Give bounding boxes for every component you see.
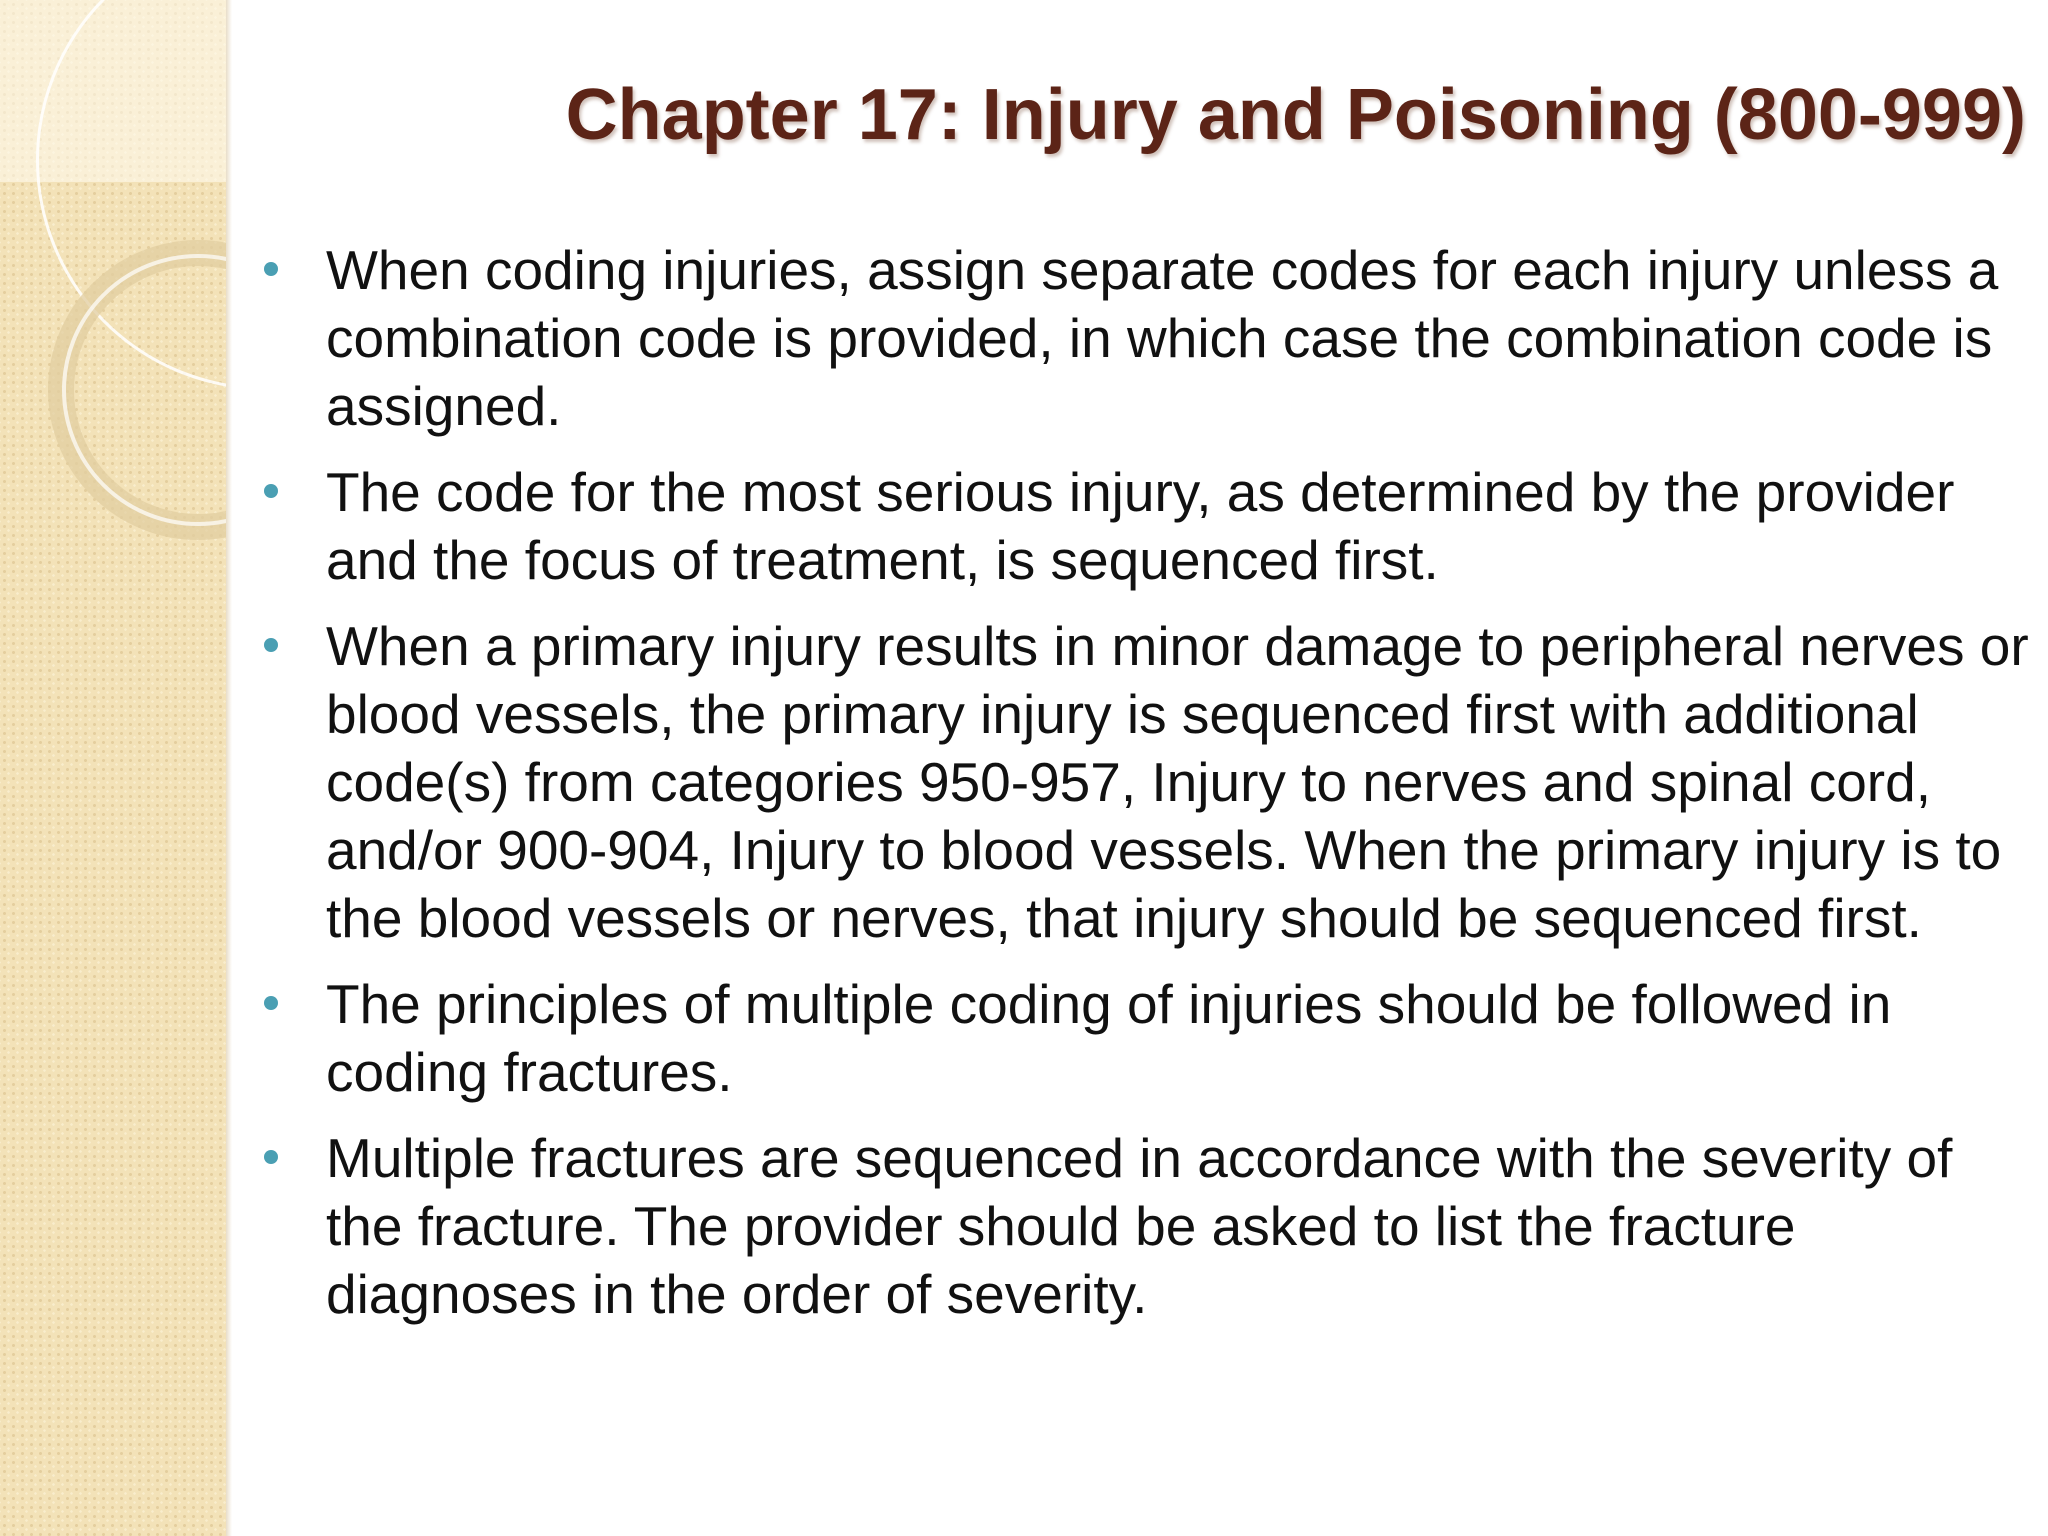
bullet-text: Multiple fractures are sequenced in accordance with the severity of the fracture. The provider should be asked to list the fracture diagnoses in the order of severity. — [326, 1127, 1953, 1325]
slide-title: Chapter 17: Injury and Poisoning (800-999) — [565, 75, 2026, 155]
bullet-item — [264, 612, 2034, 952]
bullet-list — [264, 236, 2034, 1346]
bullet-text: The principles of multiple coding of injuries should be followed in coding fractures. — [326, 973, 1892, 1103]
bullet-text: When coding injuries, assign separate codes for each injury unless a combination code is provided, in which case the combination code is assigned. — [326, 239, 1999, 437]
bullet-dot-icon — [264, 262, 278, 276]
decorative-side-panel — [0, 0, 226, 1536]
bullet-dot-icon — [264, 484, 278, 498]
bullet-item — [264, 970, 2034, 1106]
side-panel-edge — [226, 0, 232, 1536]
bullet-dot-icon — [264, 1150, 278, 1164]
bullet-dot-icon — [264, 996, 278, 1010]
bullet-dot-icon — [264, 638, 278, 652]
bullet-item — [264, 236, 2034, 440]
bullet-item — [264, 1124, 2034, 1328]
bullet-text: The code for the most serious injury, as determined by the provider and the focus of treatment, is sequenced first. — [326, 461, 1955, 591]
bullet-text: When a primary injury results in minor damage to peripheral nerves or blood vessels, the primary injury is sequenced first with additional code(s) from categories 950-957, Injury to nerves and spinal cord, and/or 900-904, Injury to blood vessels. When the primary injury is to the blood vessels or nerves, that injury should be sequenced first. — [326, 615, 2029, 949]
bullet-item — [264, 458, 2034, 594]
